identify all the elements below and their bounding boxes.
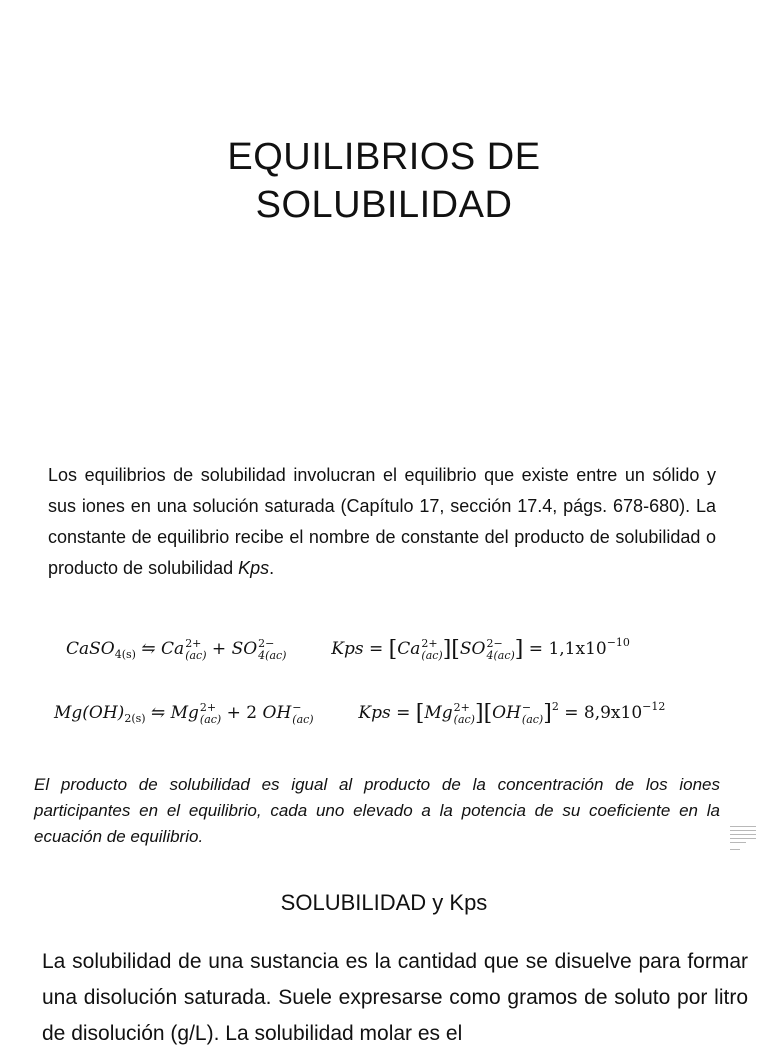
eq1-product2: SO	[231, 639, 258, 659]
eq2-product2: OH	[262, 703, 292, 723]
eq1-kps-ion1: Ca	[397, 639, 421, 659]
section-heading: SOLUBILIDAD y Kps	[280, 890, 488, 915]
eq1-product2-sup: 2−	[258, 636, 275, 650]
eq1-plus: +	[211, 639, 227, 659]
eq1-product1-sup: 2+	[185, 636, 202, 650]
eq2-product1-sub: (ac)	[199, 712, 222, 726]
eq1-kps-label: Kps =	[331, 639, 384, 659]
eq1-product2-sub: 4(ac)	[258, 648, 287, 662]
eq2-product1: Mg	[170, 703, 199, 723]
eq2-plus: + 2	[226, 703, 258, 723]
eq2-kps-ion1: Mg	[424, 703, 453, 723]
eq1-product1-sub: (ac)	[185, 648, 207, 662]
eq2-kps-ion2: OH	[492, 703, 521, 723]
eq2-square: 2	[551, 700, 559, 713]
thumbnail-icon	[730, 826, 756, 854]
intro-paragraph	[48, 460, 716, 584]
eq2-arrow: ⇋	[150, 703, 166, 723]
page-title	[0, 133, 768, 229]
solubility-paragraph: La solubilidad de una sustancia es la cantidad que se disuelve para formar una disolución saturada. Suele expresarse como gramos de soluto por litro de disolución (g/L). La solubilidad molar es el	[42, 950, 748, 1045]
eq1-reactant: CaSO	[66, 639, 115, 659]
eq1-arrow: ⇋	[141, 639, 156, 659]
eq1-product1: Ca	[161, 639, 185, 659]
intro-end: .	[269, 558, 275, 578]
eq2-kps-label: Kps =	[358, 703, 411, 723]
definition-note: El producto de solubilidad es igual al producto de la concentración de los iones participantes en el equilibrio, cada uno elevado a la potencia de su coeficiente en la ecuación de equilibrio.	[34, 775, 720, 846]
eq2-product1-sup: 2+	[199, 700, 217, 714]
eq1-reactant-sub: 4(s)	[114, 648, 136, 661]
title-line-2: SOLUBILIDAD	[255, 184, 513, 226]
intro-text: Los equilibrios de solubilidad involucran el equilibrio que existe entre un sólido y sus iones en una solución saturada (Capítulo 17, sección 17.4, págs. 678-680). La constante de equilibrio recibe el nombre de constante del producto de solubilidad o producto de solubilidad	[48, 465, 716, 578]
eq2-reactant-sub: 2(s)	[124, 712, 146, 725]
eq1-exponent: −10	[606, 636, 630, 649]
equation-caso4: CaSO$_{4(s)}$ ⇋ Ca 2+ (ac) + SO 2− 4(ac) Kps = [Ca 2+ (ac) ][SO 2− 4(ac) ] = $1,1x10^{-10}$	[66, 636, 630, 662]
eq1-value: = 1,1x10	[528, 639, 607, 659]
title-line-1: EQUILIBRIOS DE	[227, 136, 541, 178]
eq2-exponent: −12	[642, 700, 666, 713]
equation-mgoh2: $Mg(OH)_{2(s)}$ ⇋ Mg 2+ (ac) + 2 OH − (ac) Kps = [Mg 2+ (ac) ][OH − (ac) ]$^2 = 8,9x10^{-12}$	[54, 700, 666, 726]
eq2-product2-sub: (ac)	[292, 712, 314, 726]
eq2-value: = 8,9x10	[564, 703, 643, 723]
eq1-kps-ion2: SO	[459, 639, 486, 659]
eq2-product2-sup: −	[292, 700, 302, 714]
eq2-reactant: Mg(OH)	[54, 703, 125, 723]
kps-term: Kps	[238, 558, 270, 578]
